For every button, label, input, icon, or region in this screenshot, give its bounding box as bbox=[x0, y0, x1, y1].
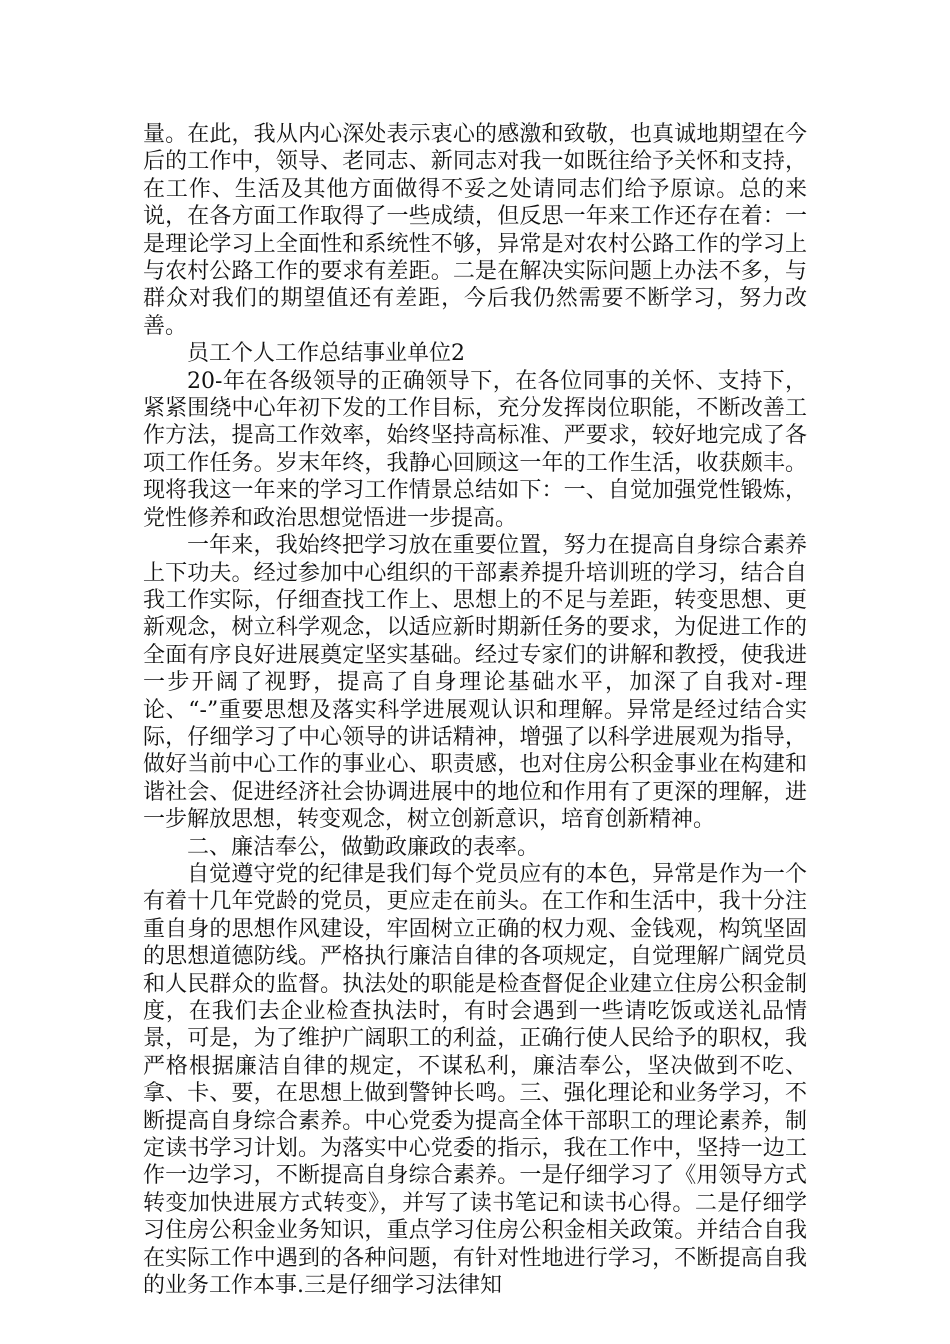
section-heading: 员工个人工作总结事业单位2 bbox=[187, 341, 465, 367]
paragraph-2: 20-年在各级领导的正确领导下，在各位同事的关怀、支持下，紧紧围绕中心年初下发的工作目标，充分发挥岗位职能，不断改善工作方法，提高工作效率，始终坚持高标准、严要求，较好地完成了各项工作任务。岁末年终，我静心回顾这一年的工作生活，收获颇丰。现将我这一年来的学习工作情景总结如下：一、自觉加强党性锻炼，党性修养和政治思想觉悟进一步提高。 bbox=[143, 368, 807, 531]
paragraph-1: 量。在此，我从内心深处表示衷心的感激和致敬，也真诚地期望在今后的工作中，领导、老同志、新同志对我一如既往给予关怀和支持，在工作、生活及其他方面做得不妥之处请同志们给予原谅。总的来说，在各方面工作取得了一些成绩，但反思一年来工作还存在着：一是理论学习上全面性和系统性不够，异常是对农村公路工作的学习上与农村公路工作的要求有差距。二是在解决实际问题上办法不多，与群众对我们的期望值还有差距，今后我仍然需要不断学习，努力改善。 bbox=[143, 122, 807, 339]
paragraph-3: 一年来，我始终把学习放在重要位置，努力在提高自身综合素养上下功夫。经过参加中心组织的干部素养提升培训班的学习，结合自我工作实际，仔细查找工作上、思想上的不足与差距，转变思想、更新观念，树立科学观念，以适应新时期新任务的要求，为促进工作的全面有序良好进展奠定坚实基础。经过专家们的讲解和教授，使我进一步开阔了视野，提高了自身理论基础水平，加深了自我对-理论、“-”重要思想及落实科学进展观认识和理解。异常是经过结合实际，仔细学习了中心领导的讲话精神，增强了以科学进展观为指导，做好当前中心工作的事业心、职责感，也对住房公积金事业在构建和谐社会、促进经济社会协调进展中的地位和作用有了更深的理解，进一步解放思想，转变观念，树立创新意识，培育创新精神。 bbox=[143, 533, 807, 833]
document-body bbox=[143, 121, 807, 1299]
subheading-integrity: 二、廉洁奉公，做勤政廉政的表率。 bbox=[187, 834, 540, 860]
paragraph-4: 自觉遵守党的纪律是我们每个党员应有的本色，异常是作为一个有着十几年党龄的党员，更应走在前头。在工作和生活中，我十分注重自身的思想作风建设，牢固树立正确的权力观、金钱观，构筑坚固的思想道德防线。严格执行廉洁自律的各项规定，自觉理解广阔党员和人民群众的监督。执法处的职能是检查督促企业建立住房公积金制度，在我们去企业检查执法时，有时会遇到一些请吃饭或送礼品情景，可是，为了维护广阔职工的利益，正确行使人民给予的职权，我严格根据廉洁自律的规定，不谋私利，廉洁奉公，坚决做到不吃、拿、卡、要，在思想上做到警钟长鸣。三、强化理论和业务学习，不断提高自身综合素养。中心党委为提高全体干部职工的理论素养，制定读书学习计划。为落实中心党委的指示，我在工作中，坚持一边工作一边学习，不断提高自身综合素养。一是仔细学习了《用领导方式转变加快进展方式转变》，并写了读书笔记和读书心得。二是仔细学习住房公积金业务知识，重点学习住房公积金相关政策。并结合自我在实际工作中遇到的各种问题，有针对性地进行学习，不断提高自我的业务工作本事.三是仔细学习法律知 bbox=[143, 861, 807, 1299]
